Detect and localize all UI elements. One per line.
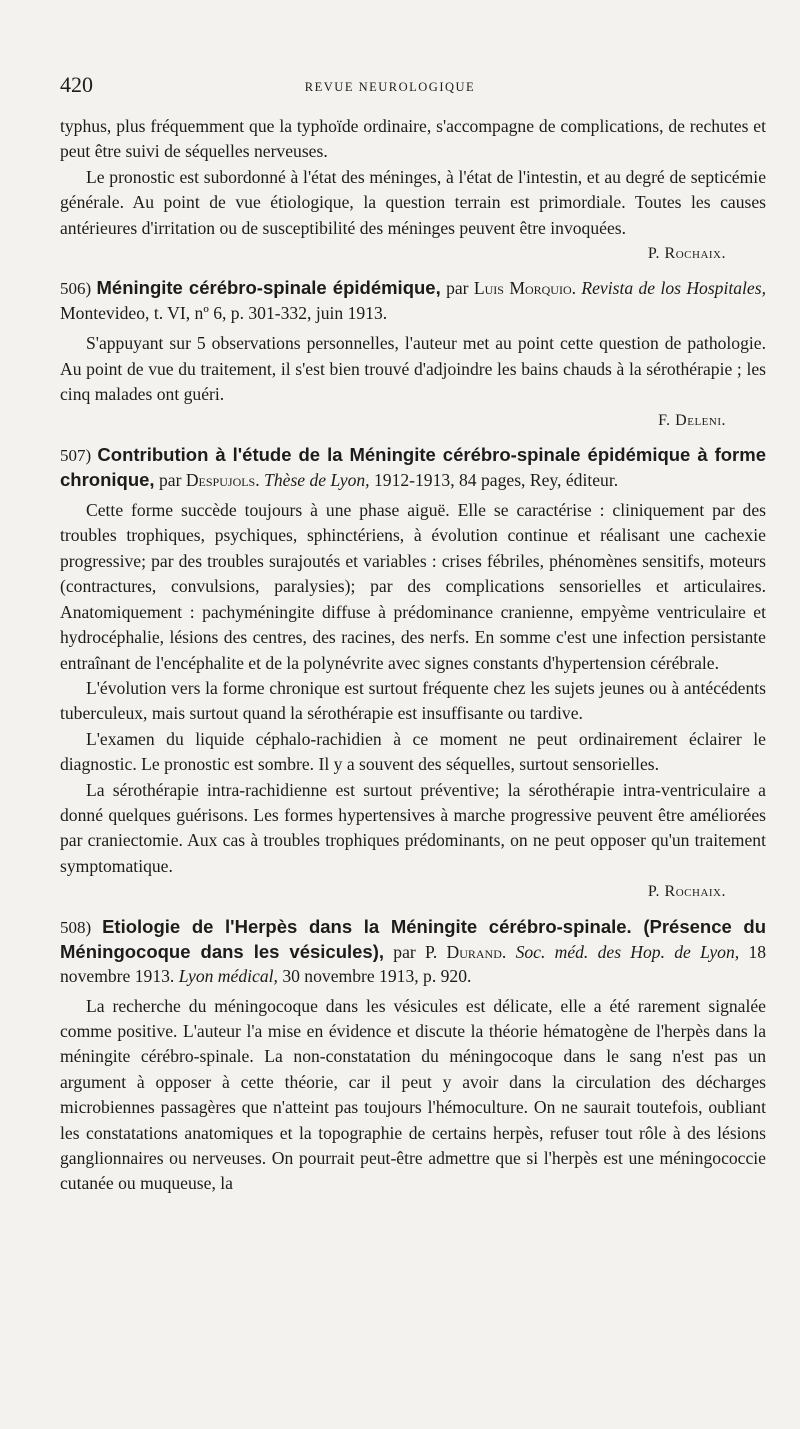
entry-508-text: La recherche du méningocoque dans les vésicules est délicate, elle a été rarement signalée comme positive. L'auteur l'a mise en évidence et discute la théorie hématogène de l'herpès dans la méningite cérébro-spinale. La non-constatation du méningocoque dans le sang n'est pas un argument à opposer à cette théorie, car il peut y avoir dans la circulation des décharges microbiennes passagères que n'atteint pas toujours l'hémoculture. On ne saurait toutefois, oubliant les constatations anatomiques et la topographie de certains herpès, refuser tout rôle à des lésions ganglionnaires ou nerveuses. On pourrait peut-être admettre que si l'herpès est une méningococcie cutanée ou muqueuse, la <box>60 995 766 1194</box>
entry-506-heading: 506) Méningite cérébro-spinale épidémique, par Luis Morquio. Revista de los Hospitales, Montevideo, t. VI, nº 6, p. 301-332, juin 1913. <box>60 277 766 324</box>
entry-508-number: 508) <box>60 917 92 937</box>
entry-508-title: Etiologie de l'Herpès dans la Méningite cérébro-spinale. (Présence du Méningocoque dans les vésicules), <box>60 915 767 962</box>
entry-508-source-2: Lyon médical, <box>178 965 278 986</box>
entry-507-title: Contribution à l'étude de la Méningite cérébro-spinale épidémique à forme chronique, <box>60 444 767 491</box>
entry-508-date-1: 18 novembre 1913. <box>60 941 767 986</box>
entry-508-date-2: 30 novembre 1913, p. 920. <box>282 965 472 986</box>
entry-507-paragraph-4: La sérothérapie intra-rachidienne est surtout préventive; la sérothérapie intra-ventriculaire a donné quelques guérisons. Les formes hypertensives à marche progressive peuvent être améliorées par craniectomie. Aux cas à troubles trophiques prédominants, on ne peut opposer qu'un traitement symptomatique. <box>60 779 766 876</box>
running-head <box>60 72 760 102</box>
entry-507-thesis: Thèse de Lyon, <box>264 470 370 491</box>
entry-507-heading: 507) Contribution à l'étude de la Méningite cérébro-spinale épidémique à forme chronique, par Despujols. Thèse de Lyon, 1912-1913, 84 pages, Rey, éditeur. <box>60 444 767 491</box>
entry-506-title: Méningite cérébro-spinale épidémique, <box>96 277 441 299</box>
entry-508-author: P. Durand. <box>425 941 507 962</box>
entry-506-details: Montevideo, t. VI, nº 6, p. 301-332, juin 1913. <box>60 303 388 324</box>
entry-507-number: 507) <box>60 446 92 466</box>
entry-506-author: Luis Morquio. <box>473 278 577 299</box>
page-number: 420 <box>60 72 93 97</box>
signature-rochaix-2: P. Rochaix. <box>647 883 726 901</box>
entry-506-number: 506) <box>60 279 92 299</box>
signature-rochaix-1: P. Rochaix. <box>647 245 726 263</box>
page-body <box>60 114 766 1197</box>
entry-506-text: S'appuyant sur 5 observations personnelles, l'auteur met au point cette question de pathologie. Au point de vue du traitement, il s'est bien trouvé d'adjoindre les bains chauds à la sérothérapie ; les cinq malades ont guéri. <box>60 333 766 405</box>
continuation-paragraph-2: Le pronostic est subordonné à l'état des méninges, à l'état de l'intestin, et au degré de septicémie générale. Au point de vue étiologique, la question terrain est primordiale. Toutes les causes antérieures d'irritation ou de susceptibilité des méninges peuvent être invoquées. <box>60 166 766 238</box>
continuation-paragraph-1: typhus, plus fréquemment que la typhoïde ordinaire, s'accompagne de complications, de rechutes et peut être suivi de séquelles nerveuses. <box>60 116 766 162</box>
entry-507-paragraph-1: Cette forme succède toujours à une phase aiguë. Elle se caractérise : cliniquement par des troubles trophiques, psychiques, sphinctériens, à évolution continue et réalisant une cachexie progressive; par des troubles surajoutés et variables : crises fébriles, phénomènes sensitifs, moteurs (contractures, convulsions, paralysies); par des complications sensorielles et articulaires. Anatomiquement : pachyméningite diffuse à prédominance cranienne, empyème ventriculaire et hydrocéphalie, lésions des centres, des racines, des nerfs. En somme c'est une infection persistante entraînant de l'encéphalite et de la polynévrite avec signes constants d'hypertension cérébrale. <box>60 500 766 673</box>
journal-title: REVUE NEUROLOGIQUE <box>304 80 476 94</box>
entry-507-details: 1912-1913, 84 pages, Rey, éditeur. <box>373 470 619 491</box>
entry-506-journal: Revista de los Hospitales, <box>581 278 766 299</box>
entry-508-source-1: Soc. méd. des Hop. de Lyon, <box>515 941 740 962</box>
entry-507-author: Despujols. <box>185 470 260 491</box>
entry-508-heading: 508) Etiologie de l'Herpès dans la Méningite cérébro-spinale. (Présence du Méningocoque dans les vésicules), par P. Durand. Soc. méd. des Hop. de Lyon, 18 novembre 1913. Lyon médical, 30 novembre 1913, p. 920. <box>60 915 767 986</box>
entry-507-paragraph-2: L'évolution vers la forme chronique est surtout fréquente chez les sujets jeunes ou à antécédents tuberculeux, mais surtout quand la sérothérapie est insuffisante ou tardive. <box>60 677 766 724</box>
signature-deleni: F. Deleni. <box>658 411 726 429</box>
entry-507-paragraph-3: L'examen du liquide céphalo-rachidien à ce moment ne peut ordinairement éclairer le diagnostic. Le pronostic est sombre. Il y a souvent des séquelles, surtout sensorielles. <box>60 728 766 775</box>
